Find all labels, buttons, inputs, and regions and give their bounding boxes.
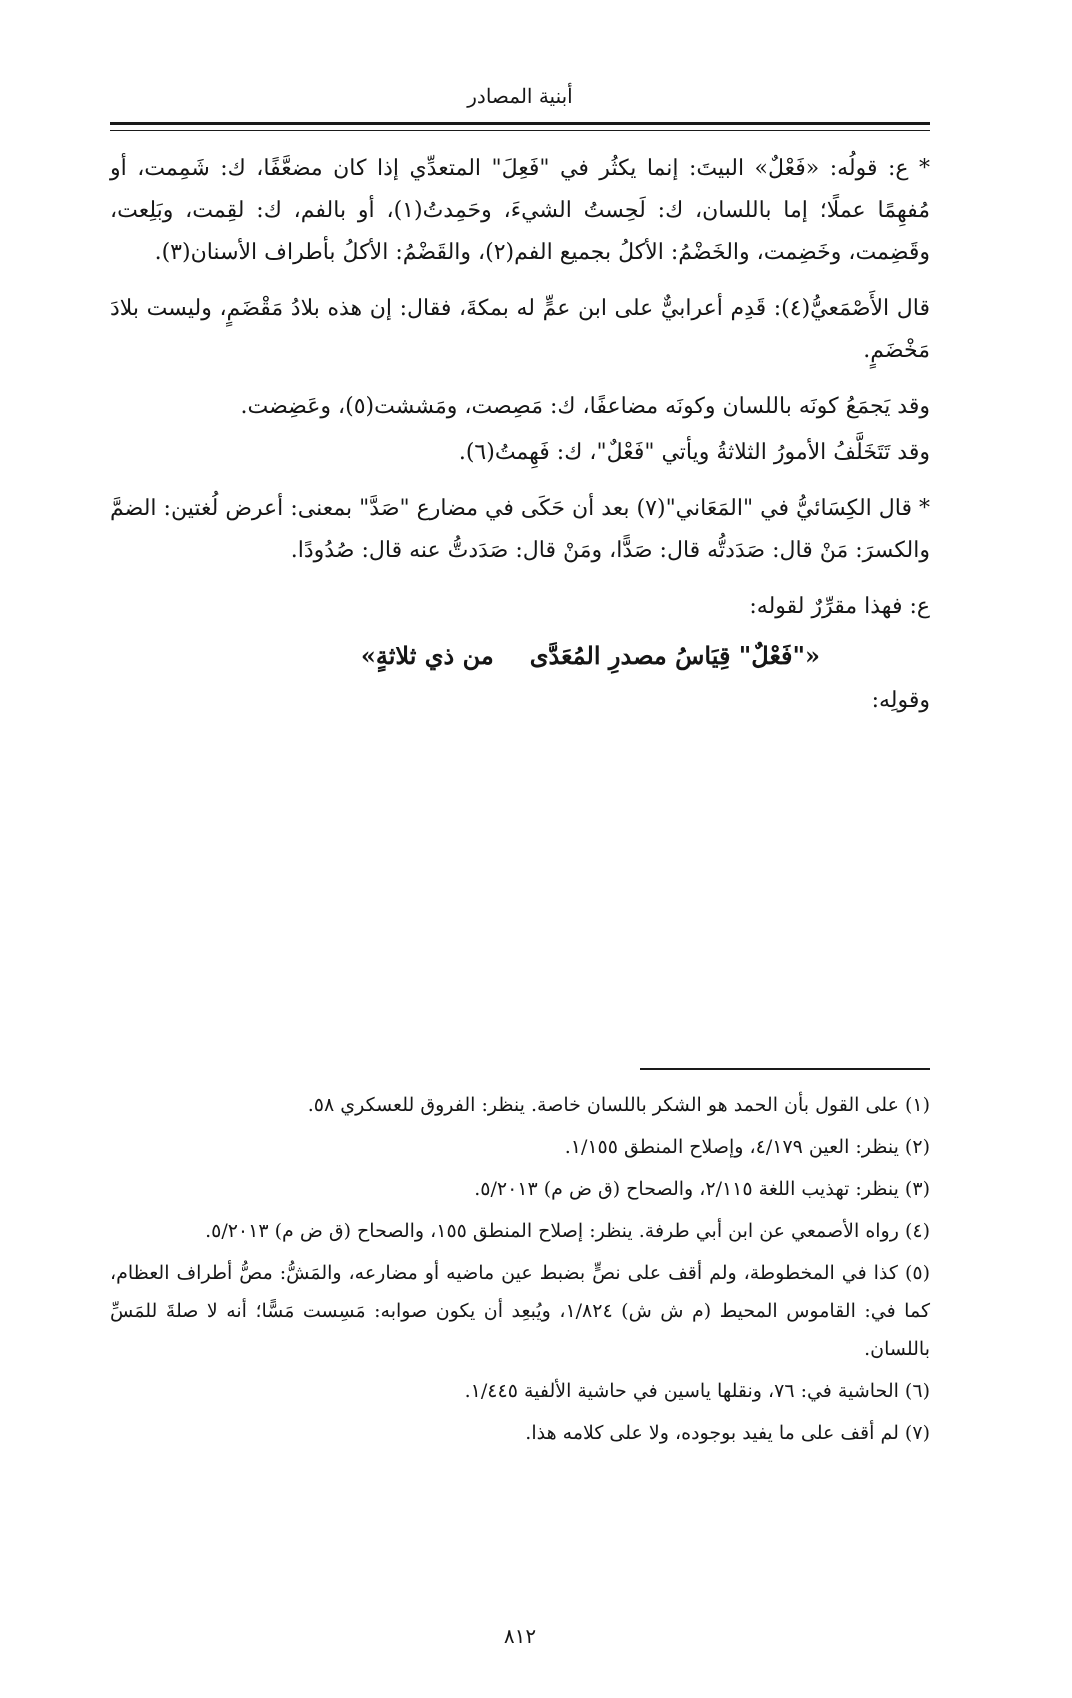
verse-hemistich-1: «"فَعْلٌ" قِيَاسُ مصدرِ المُعَدَّى bbox=[529, 641, 820, 670]
paragraph-2: قال الأَصْمَعيُّ(٤): قَدِم أعرابيٌّ على ابن عمٍّ له بمكةَ، فقال: إن هذه بلادُ مَقْضَمٍ، وليست بلادَ مَخْضَمٍ. bbox=[110, 296, 930, 363]
running-title: أبنية المصادر bbox=[467, 84, 573, 108]
footnote-3: (٣) ينظر: تهذيب اللغة ٢/١١٥، والصحاح (ق ض م) ٥/٢٠١٣. bbox=[474, 1178, 930, 1200]
paragraph-5: * قال الكِسَائيُّ في "المَعَاني"(٧) بعد أن حَكَى في مضارع "صَدَّ" بمعنى: أعرض لُغتين: الضمَّ والكسرَ: مَنْ قال: صَدَدتُّه قال: صَدًّا، ومَنْ قال: صَدَدتُّ عنه قال: صُدُودًا. bbox=[110, 496, 930, 563]
paragraph-4: وقد تَتَخَلَّفُ الأمورُ الثلاثةُ ويأتي "فَعْلٌ"، ك: فَهِمتُ(٦). bbox=[458, 440, 930, 465]
paragraph-3: وقد يَجمَعُ كونَه باللسان وكونَه مضاعفًا، ك: مَصِصت، ومَششت(٥)، وعَضِضت. bbox=[240, 394, 930, 419]
footnote-2: (٢) ينظر: العين ٤/١٧٩، وإصلاح المنطق ١/١٥٥. bbox=[564, 1136, 930, 1158]
header-rule-thick bbox=[110, 122, 930, 125]
footnote-7: (٧) لم أقف على ما يفيد بوجوده، ولا على كلامه هذا. bbox=[525, 1422, 930, 1444]
page-number: ٨١٢ bbox=[503, 1624, 537, 1648]
main-text bbox=[110, 148, 930, 736]
footnotes bbox=[110, 1086, 930, 1456]
verse-line bbox=[110, 634, 930, 678]
verse-hemistich-2: من ذي ثلاثةٍ» bbox=[360, 641, 494, 670]
footnote-rule bbox=[640, 1068, 930, 1070]
paragraph-6: ع: فهذا مقرِّرٌ لقوله: bbox=[749, 594, 930, 619]
footnote-4: (٤) رواه الأصمعي عن ابن أبي طرفة. ينظر: إصلاح المنطق ١٥٥، والصحاح (ق ض م) ٥/٢٠١٣. bbox=[205, 1220, 930, 1242]
closing-line: وقولِه: bbox=[871, 688, 930, 713]
footnote-1: (١) على القول بأن الحمد هو الشكر باللسان خاصة. ينظر: الفروق للعسكري ٥٨. bbox=[307, 1094, 930, 1116]
footnote-5: (٥) كذا في المخطوطة، ولم أقف على نصٍّ بضبط عين ماضيه أو مضارعه، والمَشُّ: مصُّ أطراف العظام، كما في: القاموس المحيط (م ش ش) ١/٨٢٤، ويُبعِد أن يكون صوابه: مَسِست مَسًّا؛ أنه لا صلةَ للمَسِّ باللسان. bbox=[110, 1262, 930, 1360]
paragraph-1: * ع: قولُه: «فَعْلٌ» البيتَ: إنما يكثُر في "فَعِلَ" المتعدِّي إذا كان مضعَّفًا، ك: شَمِمت، أو مُفهِمًا عملًا؛ إما باللسان، ك: لَحِستُ الشيءَ، وحَمِدتُ(١)، أو بالفم، ك: لقِمت، وبَلِعت، وقَضِمت، وخَضِمت، والخَضْمُ: الأكلُ بجميع الفم(٢)، والقَضْمُ: الأكلُ بأطراف الأسنان(٣). bbox=[110, 156, 931, 265]
footnote-6: (٦) الحاشية في: ٧٦، ونقلها ياسين في حاشية الألفية ١/٤٤٥. bbox=[464, 1380, 930, 1402]
header-rule-thin bbox=[110, 130, 930, 131]
